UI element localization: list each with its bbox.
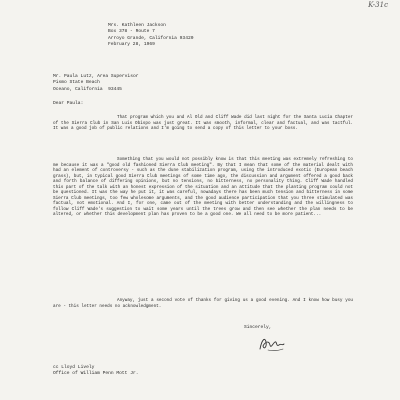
handwritten-signature	[256, 334, 286, 354]
letter-date: February 28, 1969	[108, 41, 155, 47]
recipient-line1: Mr. Paula Lutz, Area Supervisor	[53, 74, 139, 79]
paragraph-3	[53, 298, 353, 309]
sender-address-line2: Arroyo Grande, California 93420	[108, 35, 194, 41]
paragraph-2-text: Something that you would not possibly know is that this meeting was extremely refreshing to me because it was a "good old fashioned Sierra Club meeting". By that I mean that some of the material dealt with had an element of controversy - such as the dune stabilization program, using the introduced exotic (European beach grass), but, in typical good Sierra Club meetings of some time ago, the discussion and argument offered a good back and forth balance of differing opinions, but no tensions, no bitterness, no personality thing. Cliff Wade handled this part of the talk with an honest expression of the situation and an attitude that the planting program could not be questioned. It was the way he put it, it was careful, nowadays there has been much tension and bitterness in some Sierra Club meetings, too few wholesome arguments, and the good audience participation that you three stimulated was factual, not emotional. And I, for one, came out of the meeting with better understanding and the willingness to follow Cliff Wade's suggestion to wait some years until the trees grow and then see whether the plan needs to be altered, or whether this development plan has proven to be a good one. We all need to be more patient...	[53, 157, 353, 218]
sender-name: Mrs. Kathleen Jackson	[108, 23, 166, 28]
closing: Sincerely,	[244, 325, 272, 330]
salutation: Dear Paula:	[53, 101, 84, 106]
paragraph-1	[53, 115, 353, 132]
recipient-line2: Pismo State Beach	[53, 80, 100, 86]
paragraph-1-text: That program which you and Al Old and Cliff Wade did last night for the Santa Lucia Chapter of the Sierra Club in San Luis Obispo was just great. It was smooth, informal, clear and factual, and was tactful. It was a good job of public relations and I'm going to send a copy of this letter to your boss.	[53, 115, 353, 132]
paragraph-2	[53, 157, 353, 218]
recipient-line3: Oceano, California 93445	[53, 86, 122, 92]
cc-line1: cc Lloyd Lively	[53, 365, 95, 370]
recipient-block	[53, 74, 138, 93]
sender-block	[108, 23, 193, 48]
paragraph-3-text: Anyway, just a second vote of thanks for giving us a good evening. And I know how busy you are - this letter needs no acknowledgment.	[53, 298, 353, 309]
sender-address-line1: Box 378 - Route 7	[108, 29, 155, 35]
corner-handwritten-note: K-31c	[368, 1, 388, 9]
cc-block	[53, 365, 138, 378]
cc-line2: Office of William Penn Mott Jr.	[53, 371, 139, 377]
